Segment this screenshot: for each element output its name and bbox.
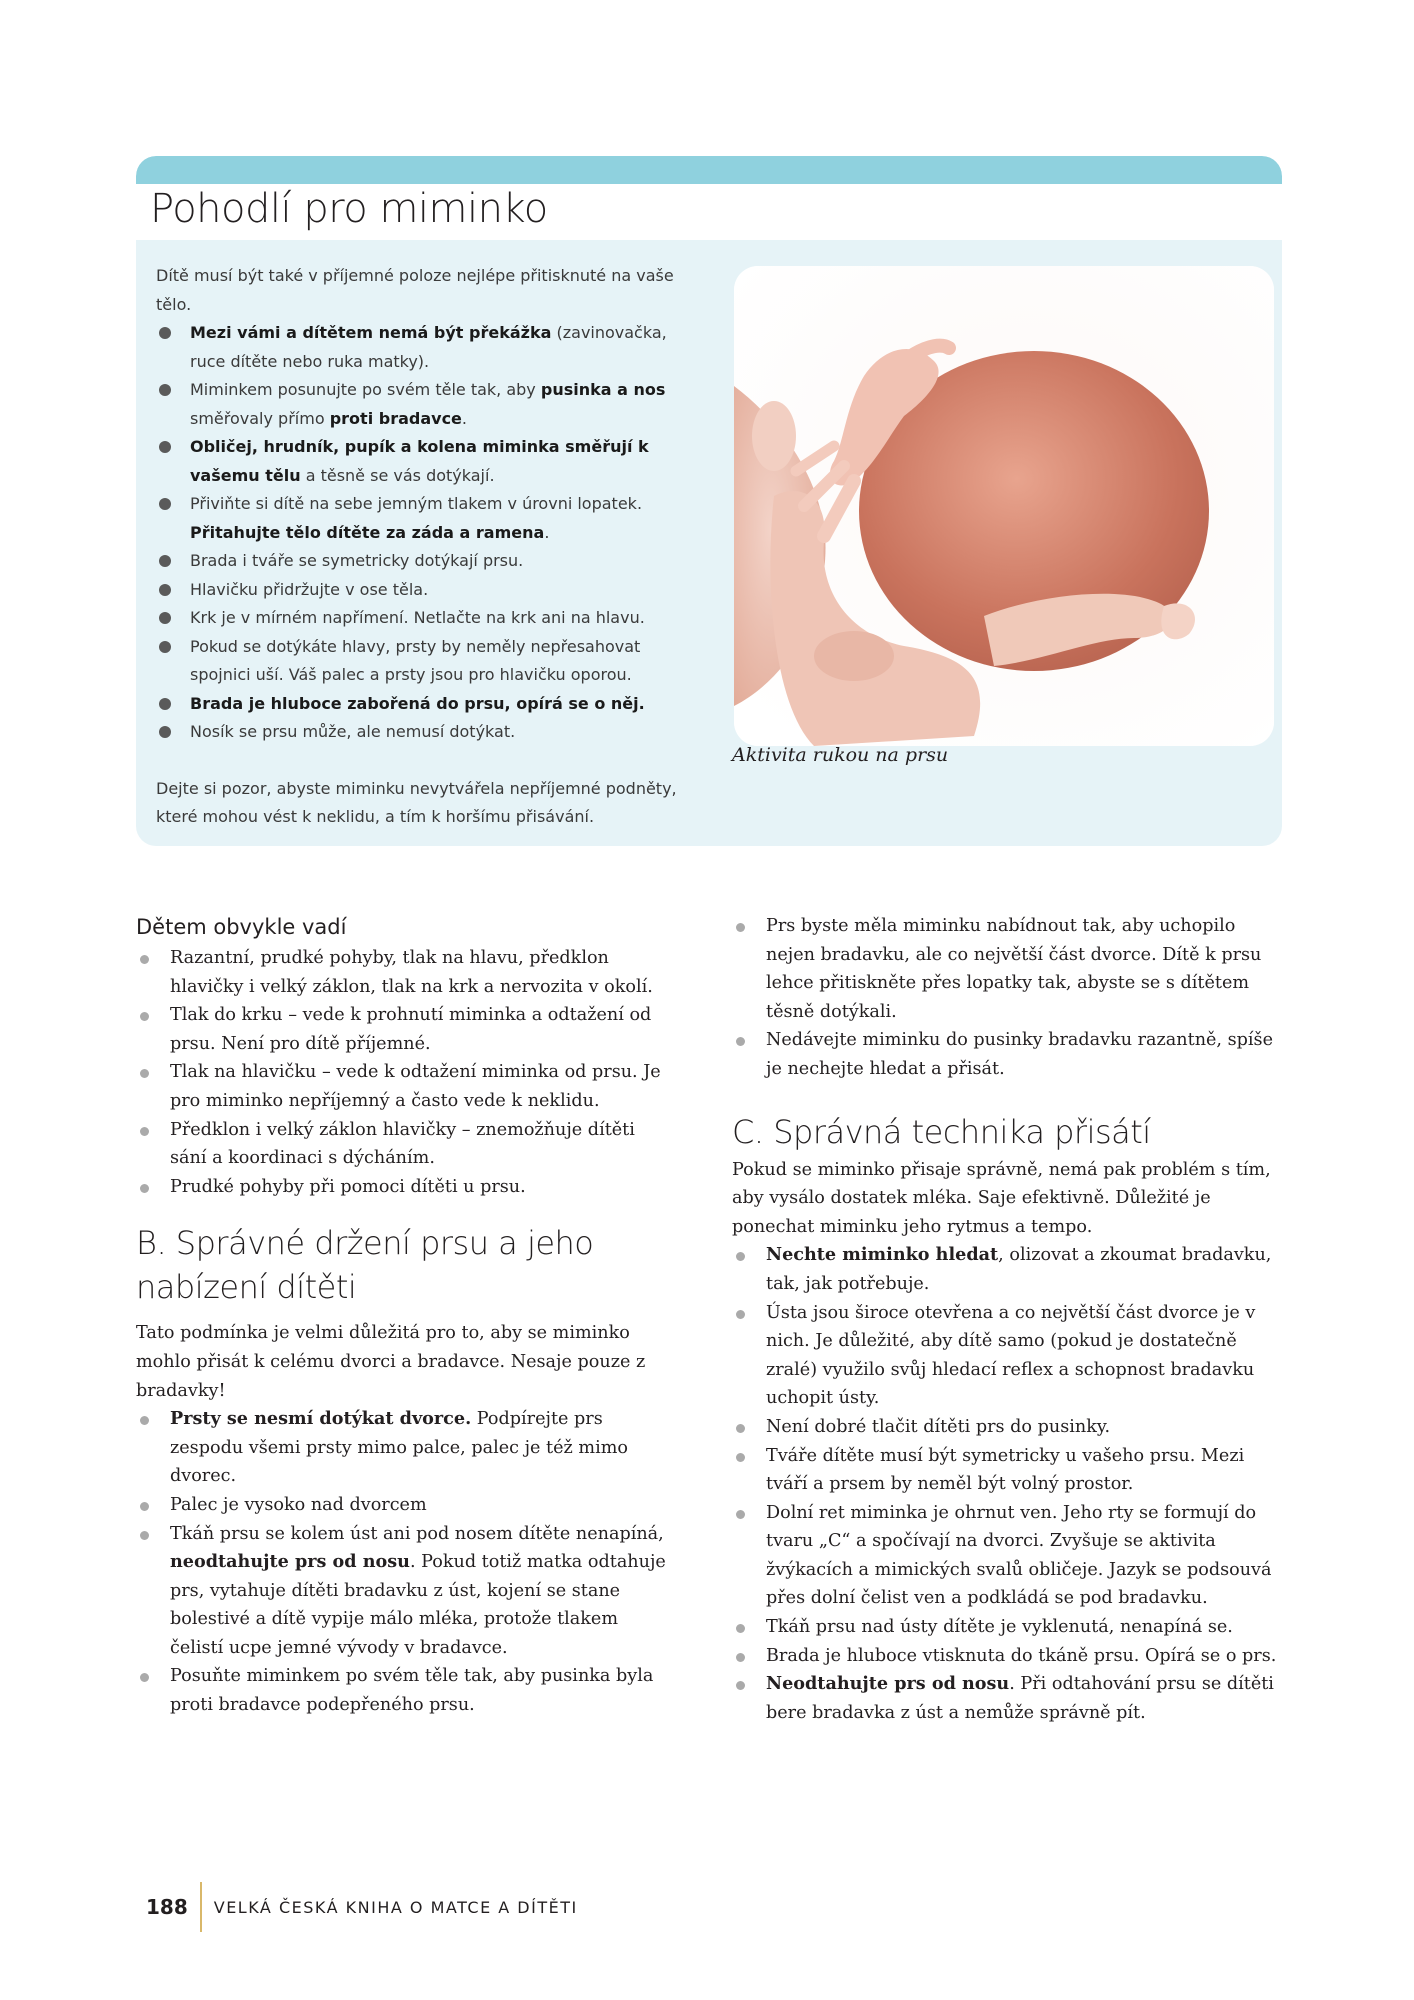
box-intro: Dítě musí být také v příjemné poloze nejlépe přitisknuté na vaše tělo. (156, 266, 674, 314)
box-item-text: a těsně se vás dotýkají. (300, 465, 495, 485)
box-item: Krk je v mírném napřímení. Netlačte na krk ani na hlavu. (156, 604, 686, 633)
list-item-text: , olizovat a zkoumat bradavku, tak, jak potřebuje. (766, 1245, 1272, 1294)
box-item-text: směřovaly přímo (190, 408, 330, 428)
list-item: Předklon i velký záklon hlavičky – znemožňuje dítěti sání a koordinaci s dýcháním. (136, 1116, 676, 1173)
box-item: Brada i tváře se symetricky dotýkají prsu. (156, 547, 686, 576)
photo-caption: Aktivita rukou na prsu (732, 744, 949, 766)
list-item (136, 1405, 676, 1491)
page-number: 188 (146, 1895, 188, 1919)
list-item: Tkáň prsu nad ústy dítěte je vyklenutá, nenapíná se. (732, 1613, 1288, 1642)
box-item: Nosík se prsu může, ale nemusí dotýkat. (156, 718, 686, 747)
section-b-title: B. Správné držení prsu a jeho nabízení dítěti (136, 1224, 594, 1307)
box-item-bold: Mezi vámi a dítětem nemá být překážka (190, 323, 552, 342)
box-item-bold: pusinka a nos (540, 380, 666, 399)
list-item: Palec je vysoko nad dvorcem (136, 1491, 676, 1520)
box-item (156, 690, 686, 719)
box-item-bold: Obličej, hrudník, pupík a kolena miminka směřují k vašemu tělu (190, 437, 649, 485)
subhead-babies-dislike: Dětem obvykle vadí (136, 915, 347, 939)
list-item-bold: Nechte miminko hledat (766, 1244, 999, 1266)
box-text (156, 262, 686, 832)
section-c-intro: Pokud se miminko přisaje správně, nemá pak problém s tím, aby vysálo dostatek mléka. Saje efektivně. Důležité je ponechat miminku jeho rytmus a tempo. (732, 1159, 1271, 1237)
box-item (156, 319, 686, 376)
box-note: Dejte si pozor, abyste miminku nevytvářela nepříjemné podněty, které mohou vést k neklidu, a tím k horšímu přisávání. (156, 778, 677, 826)
list-item-text: . Při odtahování prsu se dítěti bere bradavka z úst a nemůže správně pít. (766, 1674, 1274, 1723)
list-item-text: . Pokud totiž matka odtahuje prs, vytahuje dítěti bradavku z úst, kojení se stane bolestivé a dítě vypije málo mléka, protože tlakem čelistí ucpe jemné vývody v bradavce. (170, 1552, 666, 1658)
page-footer (146, 1882, 578, 1932)
box-item-bold: Přitahujte tělo dítěte za záda a ramena (190, 522, 545, 542)
list-item: Tlak na hlavičku – vede k odtažení miminka od prsu. Je pro miminko nepříjemný a často vede k neklidu. (136, 1058, 676, 1115)
section-b-list (136, 1405, 676, 1720)
list-item-bold: neodtahujte prs od nosu (170, 1551, 410, 1573)
breastfeeding-photo (734, 266, 1274, 746)
box-accent-bar (136, 156, 1282, 184)
footer-divider (200, 1882, 202, 1932)
list-item-text: Podpírejte prs zespodu všemi prsty mimo palce, palec je též mimo dvorec. (170, 1409, 628, 1487)
list-item: Brada je hluboce vtisknuta do tkáně prsu. Opírá se o prs. (732, 1642, 1288, 1671)
section-b-intro: Tato podmínka je velmi důležitá pro to, aby se miminko mohlo přisát k celému dvorci a bradavce. Nesaje pouze z bradavky! (136, 1323, 646, 1401)
box-list (156, 319, 686, 747)
list-item: Nedávejte miminku do pusinky bradavku razantně, spíše je nechejte hledat a přisát. (732, 1026, 1288, 1083)
list-item-text: Tkáň prsu se kolem úst ani pod nosem dítěte nenapíná, (170, 1523, 664, 1544)
section-b-list-continued (732, 912, 1288, 1084)
box-item (156, 376, 686, 433)
left-column (136, 912, 676, 1720)
list-item: Není dobré tlačit dítěti prs do pusinky. (732, 1413, 1288, 1442)
box-item-bold: Brada je hluboce zabořená do prsu, opírá se o něj. (190, 693, 645, 713)
box-item-text: Miminkem posunujte po svém těle tak, aby (190, 380, 541, 399)
list-item (732, 1670, 1288, 1727)
box-item-text: . (461, 408, 467, 428)
list-item: Dolní ret miminka je ohrnut ven. Jeho rty se formují do tvaru „C“ a spočívají na dvorci. Zvyšuje se aktivita žvýkacích a mimických svalů obličeje. Jazyk se podsouvá přes dolní čelist ven a podkládá se pod bradavku. (732, 1499, 1288, 1613)
list-item: Posuňte miminkem po svém těle tak, aby pusinka byla proti bradavce podepřeného prsu. (136, 1662, 676, 1719)
box-item-text: (zavinovačka, ruce dítěte nebo ruka matky). (190, 323, 667, 371)
box-title: Pohodlí pro miminko (150, 186, 548, 232)
list-item-bold: Neodtahujte prs od nosu (766, 1673, 1010, 1695)
box-item (156, 433, 686, 490)
list-item: Razantní, prudké pohyby, tlak na hlavu, předklon hlavičky i velký záklon, tlak na krk a nervozita v okolí. (136, 944, 676, 1001)
list-item: Ústa jsou široce otevřena a co největší část dvorce je v nich. Je důležité, aby dítě samo (pokud je dostatečně zralé) využilo svůj hledací reflex a schopnost bradavku uchopit ústy. (732, 1299, 1288, 1413)
box-item: Hlavičku přidržujte v ose těla. (156, 576, 686, 605)
box-item: Pokud se dotýkáte hlavy, prsty by neměly nepřesahovat spojnici uší. Váš palec a prsty jsou pro hlavičku oporou. (156, 633, 686, 690)
book-title: VELKÁ ČESKÁ KNIHA O MATCE A DÍTĚTI (213, 1897, 578, 1917)
list-item: Tváře dítěte musí být symetricky u vašeho prsu. Mezi tváří a prsem by neměl být volný prostor. (732, 1442, 1288, 1499)
breastfeeding-illustration (734, 266, 1274, 746)
list-item (732, 1241, 1288, 1298)
section-c-list (732, 1241, 1288, 1727)
list-item: Prs byste měla miminku nabídnout tak, aby uchopilo nejen bradavku, ale co největší část dvorce. Dítě k prsu lehce přitiskněte přes lopatky tak, abyste se s dítětem těsně dotýkali. (732, 912, 1288, 1026)
list-item-bold: Prsty se nesmí dotýkat dvorce. (170, 1408, 472, 1430)
box-item-text: . (544, 522, 550, 542)
dislike-list (136, 944, 676, 1201)
box-item (156, 490, 686, 547)
right-column (732, 912, 1288, 1727)
list-item (136, 1520, 676, 1663)
box-item-bold: proti bradavce (329, 408, 462, 428)
box-item-text: Přiviňte si dítě na sebe jemným tlakem v úrovni lopatek. (190, 494, 643, 513)
list-item: Tlak do krku – vede k prohnutí miminka a odtažení od prsu. Není pro dítě příjemné. (136, 1001, 676, 1058)
section-c-title: C. Správná technika přisátí (732, 1112, 1151, 1151)
list-item: Prudké pohyby při pomoci dítěti u prsu. (136, 1173, 676, 1202)
comfort-box (136, 156, 1282, 846)
